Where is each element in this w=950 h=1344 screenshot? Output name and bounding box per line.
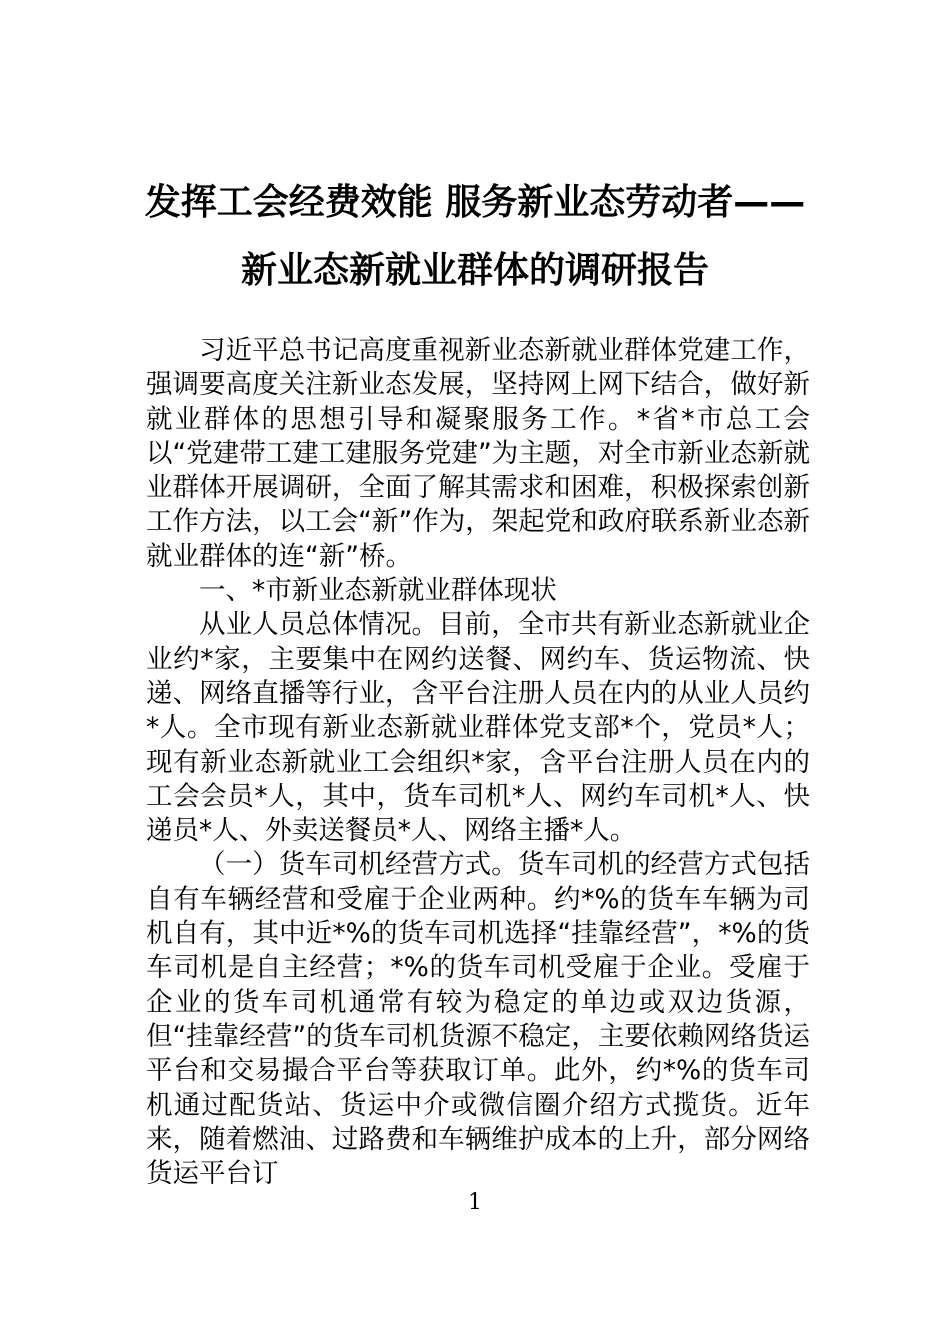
paragraph-intro: 习近平总书记高度重视新业态新就业群体党建工作，强调要高度关注新业态发展，坚持网上网下结合，做好新就业群体的思想引导和凝聚服务工作。*省*市总工会以“党建带工建工建服务党建”为主题，对全市新业态新就业群体开展调研，全面了解其需求和困难，积极探索创新工作方法，以工会“新”作为，架起党和政府联系新业态新就业群体的连“新”桥。 bbox=[146, 335, 810, 572]
document-title-line-1: 发挥工会经费效能 服务新业态劳动者—— bbox=[144, 182, 806, 223]
section-heading-1: 一、*市新业态新就业群体现状 bbox=[199, 575, 557, 607]
document-title-line-2: 新业态新就业群体的调研报告 bbox=[240, 250, 709, 291]
paragraph-truck-drivers: （一）货车司机经营方式。货车司机的经营方式包括自有车辆经营和受雇于企业两种。约*%的货车车辆为司机自有，其中近*%的货车司机选择“挂靠经营”，*%的货车司机是自主经营；*%的货车司机受雇于企业。受雇于企业的货车司机通常有较为稳定的单边或双边货源，但“挂靠经营”的货车司机货源不稳定，主要依赖网络货运平台和交易撮合平台等获取订单。此外，约*%的货车司机通过配货站、货运中介或微信圈介绍方式揽货。近年来，随着燃油、过路费和车辆维护成本的上升，部分网络货运平台订 bbox=[146, 849, 810, 1190]
page-number: 1 bbox=[468, 1190, 482, 1215]
document-body bbox=[146, 334, 810, 1191]
paragraph-overview: 从业人员总体情况。目前，全市共有新业态新就业企业约*家，主要集中在网约送餐、网约车、货运物流、快递、网络直播等行业，含平台注册人员在内的从业人员约*人。全市现有新业态新就业群体党支部*个，党员*人；现有新业态新就业工会组织*家，含平台注册人员在内的工会会员*人，其中，货车司机*人、网约车司机*人、快递员*人、外卖送餐员*人、网络主播*人。 bbox=[146, 609, 810, 847]
